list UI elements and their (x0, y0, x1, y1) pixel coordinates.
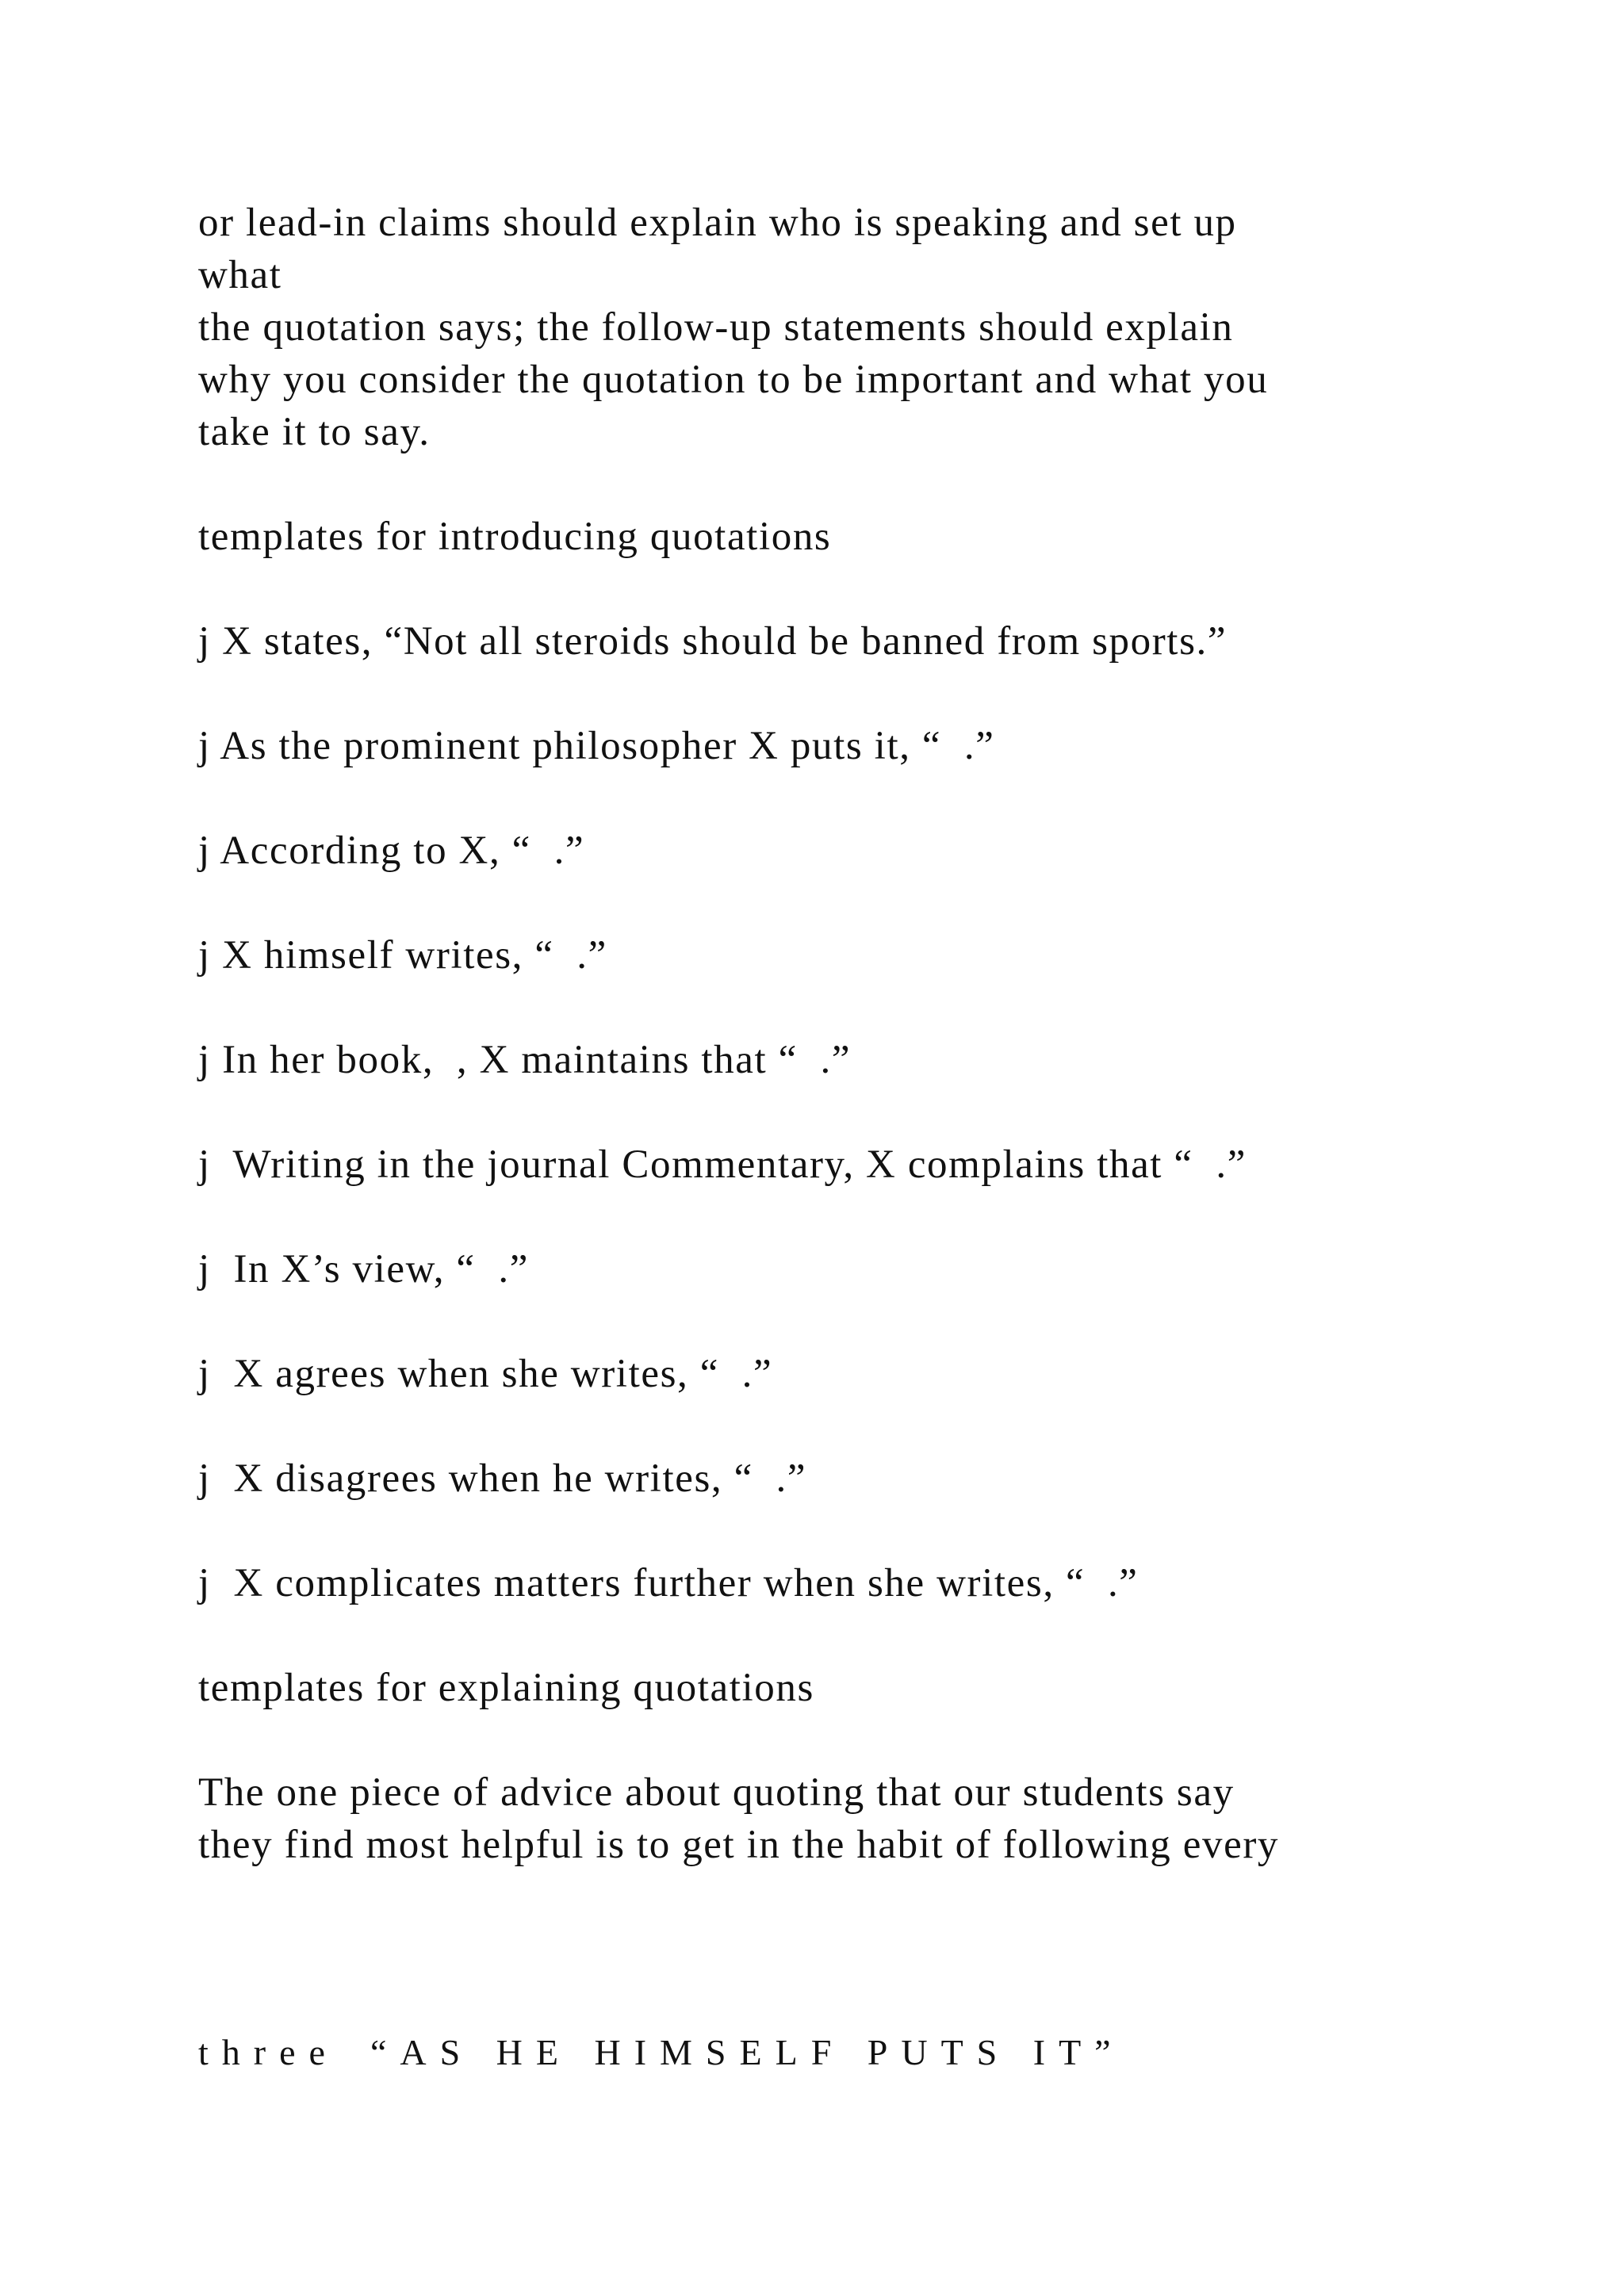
running-head (198, 2034, 1124, 2071)
paragraph-line: the quotation says; the follow-up statements should explain (198, 305, 1234, 350)
template-item: j X states, “Not all steroids should be banned from sports.” (198, 619, 1228, 664)
section-heading-introducing: templates for introducing quotations (198, 515, 832, 559)
section-heading-explaining: templates for explaining quotations (198, 1666, 814, 1710)
template-item: j In X’s view, “ .” (198, 1247, 529, 1292)
template-item: j X agrees when she writes, “ .” (198, 1352, 773, 1396)
template-item: j As the prominent philosopher X puts it, “ .” (198, 724, 995, 768)
paragraph-line: they find most helpful is to get in the habit of following every (198, 1823, 1280, 1867)
template-item: j X disagrees when he writes, “ .” (198, 1456, 807, 1501)
paragraph-line: take it to say. (198, 410, 431, 454)
running-head-chapter: three (198, 2032, 339, 2072)
running-head-title: “AS HE HIMSELF PUTS IT” (370, 2032, 1124, 2072)
paragraph-line: why you consider the quotation to be important and what you (198, 358, 1269, 402)
template-item: j In her book, , X maintains that “ .” (198, 1038, 852, 1082)
template-item: j Writing in the journal Commentary, X complains that “ .” (198, 1142, 1247, 1187)
paragraph-line: what (198, 253, 282, 297)
template-item: j X himself writes, “ .” (198, 933, 607, 978)
template-item: j X complicates matters further when she writes, “ .” (198, 1561, 1139, 1605)
template-item: j According to X, “ .” (198, 828, 585, 873)
paragraph-line: The one piece of advice about quoting that our students say (198, 1770, 1235, 1815)
paragraph-line: or lead-in claims should explain who is speaking and set up (198, 201, 1237, 245)
